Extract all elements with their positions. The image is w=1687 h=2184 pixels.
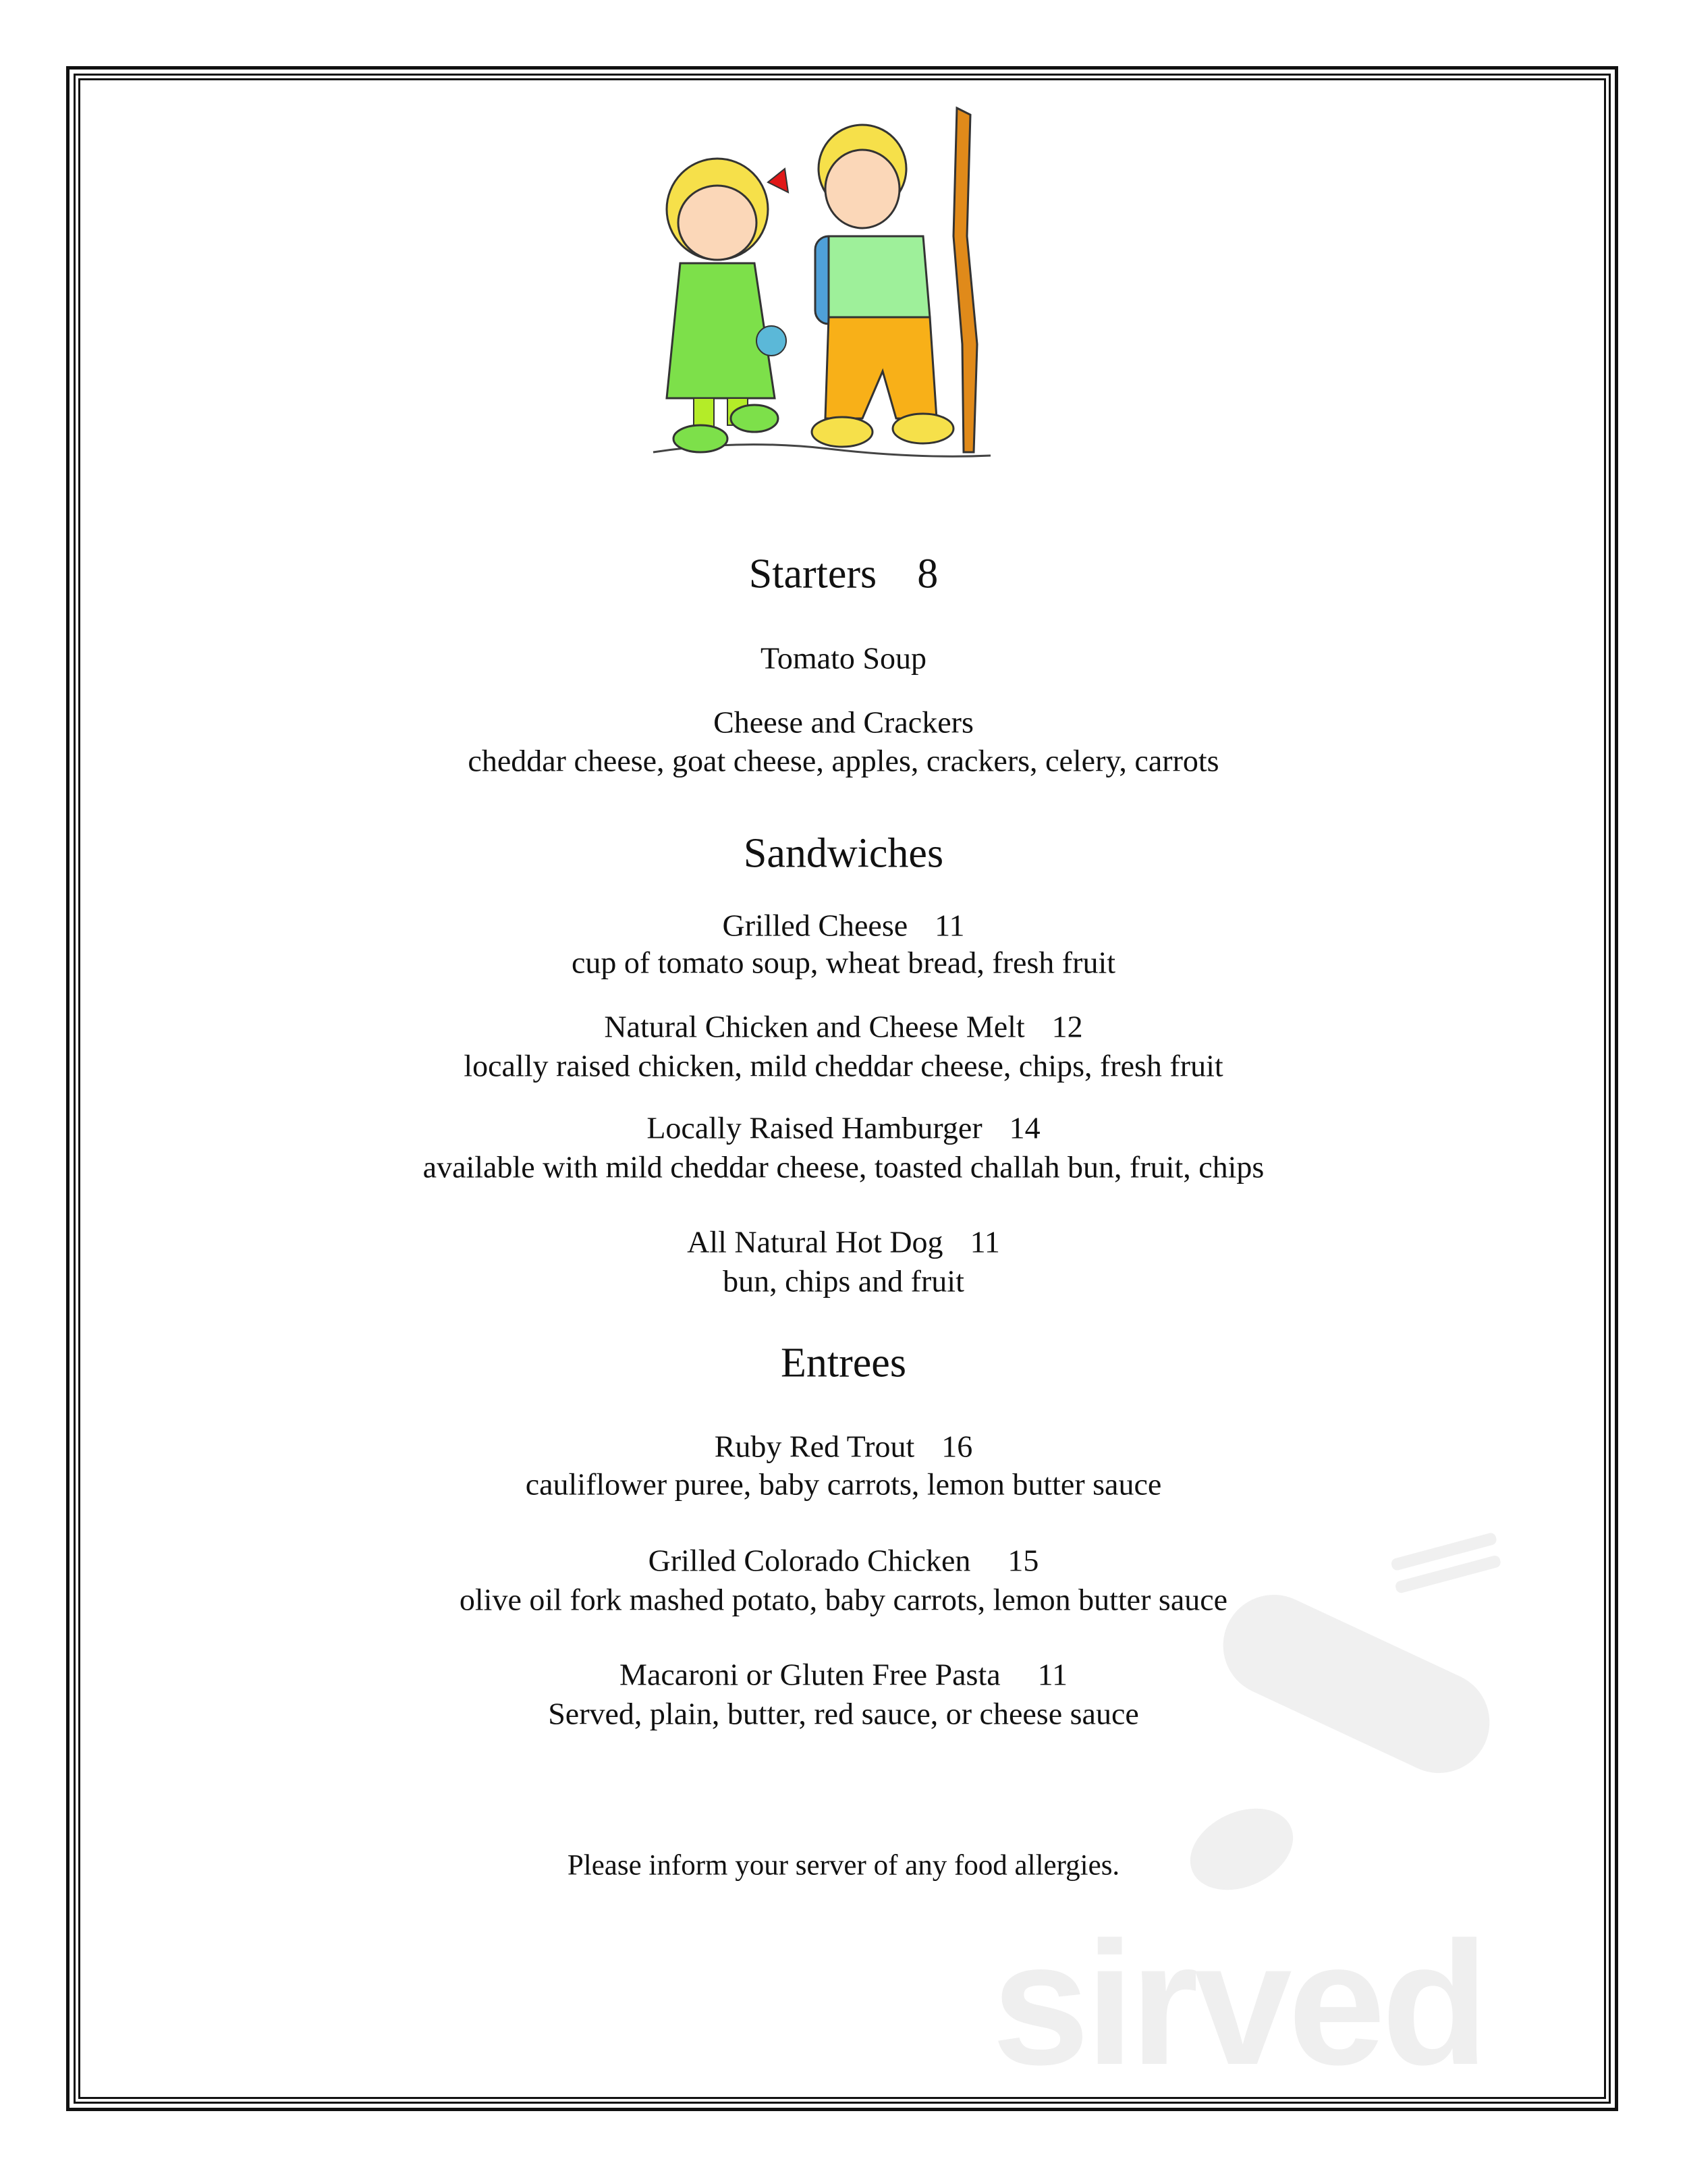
- menu-item: [0, 1657, 1687, 1693]
- menu-item-price: 11: [1037, 1657, 1068, 1692]
- menu-item-desc: cup of tomato soup, wheat bread, fresh fruit: [571, 945, 1116, 980]
- menu-item-desc: olive oil fork mashed potato, baby carrots, lemon butter sauce: [459, 1582, 1228, 1617]
- section-heading-entrees: Entrees: [781, 1340, 906, 1386]
- hiking-kids-illustration: [640, 101, 1011, 466]
- menu-item-price: 12: [1051, 1009, 1083, 1044]
- menu-item-price: 15: [1007, 1543, 1039, 1578]
- menu-item-name: Natural Chicken and Cheese Melt: [604, 1009, 1025, 1044]
- menu-item-name: Ruby Red Trout: [714, 1429, 915, 1464]
- menu-item: [0, 1543, 1687, 1579]
- section-price: 8: [917, 551, 939, 597]
- menu-item: [0, 1110, 1687, 1146]
- menu-item-name: All Natural Hot Dog: [687, 1224, 943, 1259]
- menu-item-name: Grilled Colorado Chicken: [648, 1543, 971, 1578]
- menu-item-desc: available with mild cheddar cheese, toasted challah bun, fruit, chips: [422, 1149, 1265, 1184]
- section-heading-starters: [0, 551, 1687, 599]
- menu-item-name: Grilled Cheese: [722, 908, 908, 943]
- menu-item-name: Macaroni or Gluten Free Pasta: [619, 1657, 1001, 1692]
- menu-item: [0, 1224, 1687, 1260]
- menu-item-price: 11: [970, 1224, 1000, 1259]
- menu-item-price: 14: [1009, 1110, 1041, 1145]
- menu-item-name: Tomato Soup: [760, 640, 927, 676]
- menu-item-desc: cheddar cheese, goat cheese, apples, crackers, celery, carrots: [468, 743, 1219, 778]
- menu-item-price: 16: [941, 1429, 973, 1464]
- menu-item-name: Locally Raised Hamburger: [646, 1110, 983, 1145]
- menu-item: [0, 1429, 1687, 1465]
- sirved-watermark: sirved: [992, 1906, 1485, 2102]
- menu-item-desc: bun, chips and fruit: [723, 1263, 964, 1299]
- section-heading-sandwiches: Sandwiches: [743, 830, 944, 877]
- menu-item: [0, 908, 1687, 944]
- menu-item-desc: Served, plain, butter, red sauce, or cheese sauce: [548, 1696, 1139, 1731]
- menu-item-desc: cauliflower puree, baby carrots, lemon butter sauce: [525, 1467, 1162, 1502]
- menu-item-name: Cheese and Crackers: [713, 705, 974, 740]
- menu-item-price: 11: [935, 908, 965, 943]
- menu-item: [0, 1009, 1687, 1045]
- menu-item-desc: locally raised chicken, mild cheddar cheese, chips, fresh fruit: [464, 1048, 1223, 1083]
- allergy-note: Please inform your server of any food allergies.: [567, 1849, 1120, 1882]
- section-title: Starters: [748, 551, 877, 597]
